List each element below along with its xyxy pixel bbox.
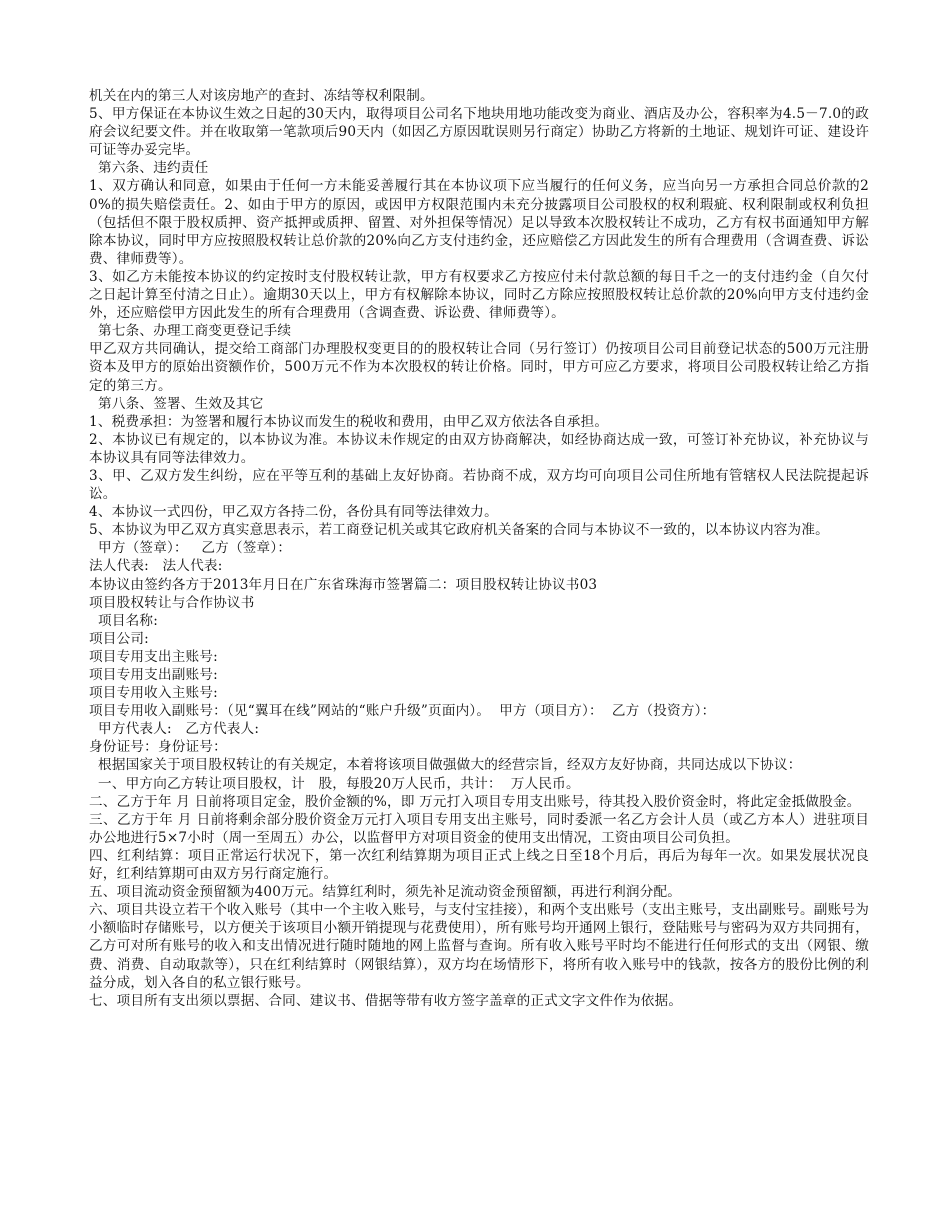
paragraph: 三、乙方于年 月 日前将剩余部分股价资金万元打入项目专用支出主账号，同时委派一名乙方会计人员（或乙方本人）进驻项目办公地进行5×7小时（周一至周五）办公，以监督甲方对项目资金的使用支出情况，工资由项目公司负担。	[89, 811, 869, 846]
paragraph: 1、双方确认和同意，如果由于任何一方未能妥善履行其在本协议项下应当履行的任何义务，应当向另一方承担合同总价款的20%的损失赔偿责任。2、如由于甲方的原因，或因甲方权限范围内未充分披露项目公司股权的权利瑕疵、权利限制或权利负担（包括但不限于股权质押、资产抵押或质押、留置、对外担保等情况）足以导致本次股权转让不成功，乙方有权书面通知甲方解除本协议，同时甲方应按照股权转让总价款的20%向乙方支付违约金，还应赔偿乙方因此发生的所有合理费用（含调查费、诉讼费、律师费等）。	[89, 178, 869, 267]
paragraph: 四、红利结算：项目正常运行状况下，第一次红利结算期为项目正式上线之日至18个月后，再后为每年一次。如果发展状况良好，红利结算期可由双方另行商定施行。	[89, 847, 869, 883]
paragraph: 2、本协议已有规定的，以本协议为准。本协议未作规定的由双方协商解决，如经协商达成一致，可签订补充协议，补充协议与本协议具有同等法律效力。	[89, 431, 869, 466]
paragraph: 3、如乙方未能按本协议的约定按时支付股权转让款，甲方有权要求乙方按应付未付款总额的每日千之一的支付违约金（自欠付之日起计算至付清之日止）。逾期30天以上，甲方有权解除本协议，同时乙方除应按照股权转让总价款的20%向甲方支付违约金外，还应赔偿甲方因此发生的所有合理费用（含调查费、诉讼费、律师费等）。	[89, 268, 869, 322]
paragraph: 五、项目流动资金预留额为400万元。结算红利时，须先补足流动资金预留额，再进行利润分配。	[89, 884, 682, 901]
paragraph: 本协议由签约各方于2013年月日在广东省珠海市签署篇二：项目股权转让协议书03	[89, 576, 598, 593]
form-field: 项目专用支出主账号:	[89, 648, 218, 665]
section-heading: 第八条、签署、生效及其它	[89, 395, 264, 412]
form-field: 项目专用收入主账号:	[89, 685, 218, 702]
paragraph: 甲乙双方共同确认，提交给工商部门办理股权变更目的的股权转让合同（另行签订）仍按项目公司目前登记状态的500万元注册资本及甲方的原始出资额作价，500万元不作为本次股权的转让价格。同时，甲方可应乙方要求，将项目公司股权转让给乙方指定的第三方。	[89, 341, 869, 394]
paragraph: 3、甲、乙双方发生纠纷，应在平等互利的基础上友好协商。若协商不成，双方均可向项目公司住所地有管辖权人民法院提起诉讼。	[89, 467, 869, 503]
paragraph: 六、项目共设立若干个收入账号（其中一个主收入账号，与支付宝挂接），和两个支出账号（支出主账号，支出副账号。副账号为小额临时存储账号，以方便关于该项目小额开销提现与花费使用），所有账号均开通网上银行，登陆账号与密码为双方共同拥有，乙方可对所有账号的收入和支出情况进行随时随地的网上监督与查询。所有收入账号平时均不能进行任何形式的支出（网银、缴费、消费、自动取款等），只在红利结算时（网银结算），双方均在场情形下，将所有收入账号中的钱款，按各方的股份比例的利益分成，划入各自的私立银行账号。	[89, 902, 869, 991]
signature-line: 甲方（签章）： 乙方（签章）：	[89, 540, 292, 557]
signature-line: 法人代表: 法人代表:	[89, 558, 223, 575]
form-field: 项目专用收入副账号：（见“翼耳在线”网站的“账户升级”页面内）。 甲方（项目方）： 乙方（投资方）：	[89, 703, 716, 720]
document-body	[89, 87, 869, 1010]
paragraph: 1、税费承担：为签署和履行本协议而发生的税收和费用，由甲乙双方依法各自承担。	[89, 413, 609, 430]
form-field: 甲方代表人: 乙方代表人:	[89, 721, 260, 738]
form-field: 项目名称:	[89, 612, 159, 629]
form-field: 项目专用支出副账号:	[89, 667, 218, 683]
document-title: 项目股权转让与合作协议书	[89, 594, 255, 611]
paragraph: 根据国家关于项目股权转让的有关规定，本着将该项目做强做大的经营宗旨，经双方友好协商，共同达成以下协议：	[89, 757, 802, 774]
paragraph: 二、乙方于年 月 日前将项目定金，股价金额的%，即 万元打入项目专用支出账号，待其投入股价资金时，将此定金抵做股金。	[89, 793, 861, 810]
paragraph: 一、甲方向乙方转让项目股权，计 股，每股20万人民币，共计： 万人民币。	[89, 775, 580, 792]
paragraph: 5、本协议为甲乙双方真实意思表示，若工商登记机关或其它政府机关备案的合同与本协议不一致的，以本协议内容为准。	[89, 522, 829, 539]
section-heading: 第七条、办理工商变更登记手续	[89, 323, 292, 340]
form-field: 身份证号：身份证号：	[89, 739, 227, 756]
section-heading: 第六条、违约责任	[89, 160, 209, 177]
form-field: 项目公司:	[89, 630, 149, 647]
paragraph: 5、甲方保证在本协议生效之日起的30天内，取得项目公司名下地块用地功能改变为商业、酒店及办公，容积率为4.5－7.0的政府会议纪要文件。并在收取第一笔款项后90天内（如因乙方原因耽误则另行商定）协助乙方将新的土地证、规划许可证、建设许可证等办妥完毕。	[89, 106, 869, 159]
paragraph: 七、项目所有支出须以票据、合同、建议书、借据等带有收方签字盖章的正式文字文件作为依据。	[89, 992, 683, 1009]
paragraph: 机关在内的第三人对该房地产的查封、冻结等权利限制。	[89, 88, 434, 104]
paragraph: 4、本协议一式四份，甲乙双方各持二份，各份具有同等法律效力。	[89, 504, 498, 521]
